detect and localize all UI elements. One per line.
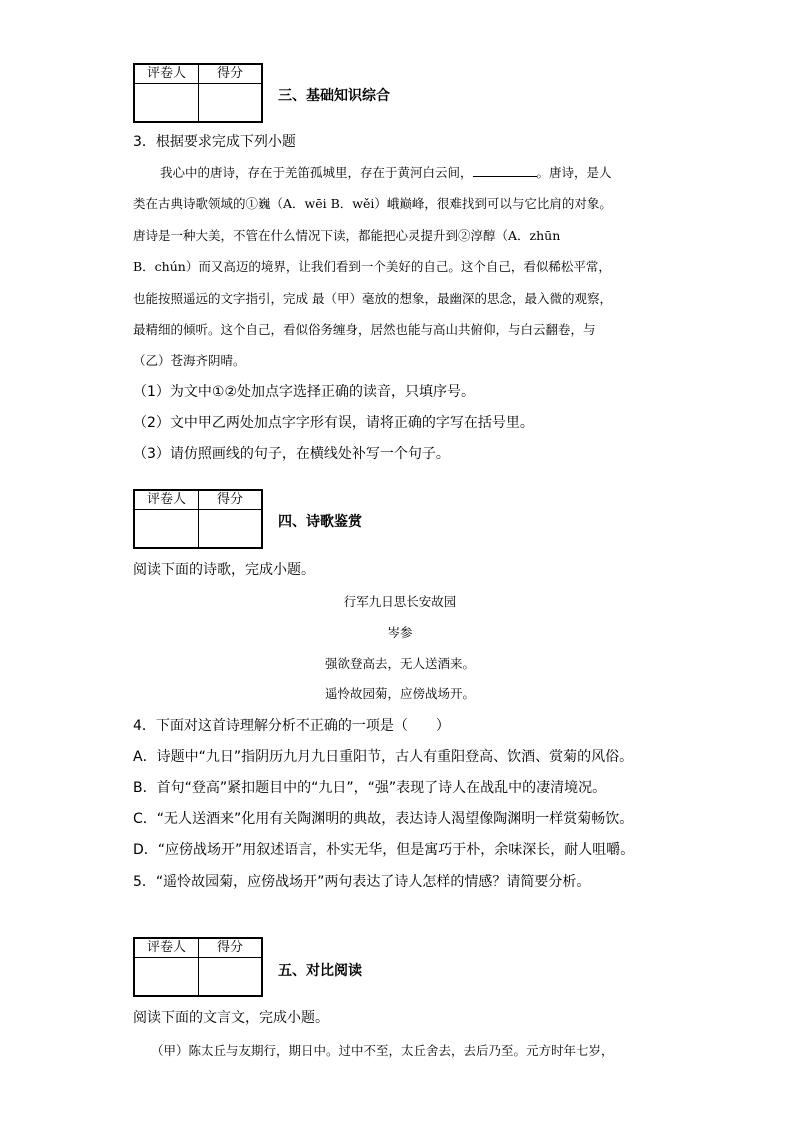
score-table-score-label: 得分 [216,492,243,507]
score-table [133,937,263,997]
option-c: C．“无人送酒来”化用有关陶渊明的典故，表达诗人渴望像陶渊明一样赏菊畅饮。 [133,811,634,827]
passage-line: 我心中的唐诗，存在于羌笛孤城里，存在于黄河白云间， 。唐诗，是人 [160,165,612,180]
passage-line: （甲）陈太丘与友期行，期日中。过中不至，太丘舍去，去后乃至。元方时年七岁， [151,1043,614,1058]
sub-question-3: （3）请仿照画线的句子，在横线处补写一个句子。 [133,446,450,462]
passage-line: 也能按照遥远的文字指引，完成 最（甲）毫放的想象，最幽深的思念，最入微的观察， [133,291,612,306]
option-b: B．首句“登高”紧扣题目中的“九日”，“强”表现了诗人在战乱中的凄清境况。 [133,780,607,796]
poem-title: 行军九日思长安故园 [343,594,457,609]
section-title: 五、对比阅读 [278,963,362,979]
score-table-score-label: 得分 [216,66,243,81]
poem-line: 遥怜故园菊，应傍战场开。 [324,686,475,701]
question-3: 3．根据要求完成下列小题 [133,134,296,150]
option-d: D．“应傍战场开”用叙述语言，朴实无华，但是寓巧于朴，余味深长，耐人咀嚼。 [133,842,635,858]
section-title: 三、基础知识综合 [278,88,390,104]
score-table [133,489,263,549]
poem-line: 强欲登高去，无人送酒来。 [324,656,475,671]
passage-line: （乙）苍海齐阴晴。 [133,353,246,368]
sub-question-2: （2）文中甲乙两处加点字字形有误，请将正确的字写在括号里。 [133,415,534,431]
score-table-reviewer-label: 评卷人 [146,492,186,507]
option-a: A．诗题中“九日”指阴历九月九日重阳节，古人有重阳登高、饮酒、赏菊的风俗。 [133,749,634,765]
passage-line: B．chún）而又高迈的境界，让我们看到一个美好的自己。这个自己，看似稀松平常， [133,259,611,274]
poem-author: 岑参 [387,625,413,640]
score-table-reviewer-label: 评卷人 [146,66,186,81]
passage-line: 最精细的倾听。这个自己，看似俗务缠身，居然也能与高山共俯仰，与白云翻卷，与 [133,322,596,337]
question-5: 5．“遥怜故园菊，应傍战场开”两句表达了诗人怎样的情感？请简要分析。 [133,874,591,890]
question-4: 4．下面对这首诗理解分析不正确的一项是（ ） [133,718,450,734]
passage-line: 类在古典诗歌领域的①巍（A．wēi B．wěi）峨巅峰，很难找到可以与它比肩的对象。 [133,196,612,211]
section-intro: 阅读下面的文言文，完成小题。 [133,1010,329,1026]
section-intro: 阅读下面的诗歌，完成小题。 [133,562,315,578]
score-table-reviewer-label: 评卷人 [146,940,186,955]
score-table-score-label: 得分 [216,940,243,955]
answer-blank[interactable] [473,164,537,177]
sub-question-1: （1）为文中①②处加点字选择正确的读音，只填序号。 [133,384,476,400]
section-title: 四、诗歌鉴赏 [278,514,362,530]
score-table [133,63,263,123]
passage-line: 唐诗是一种大美，不管在什么情况下读，都能把心灵提升到②淳醇（A．zhūn [133,228,561,243]
